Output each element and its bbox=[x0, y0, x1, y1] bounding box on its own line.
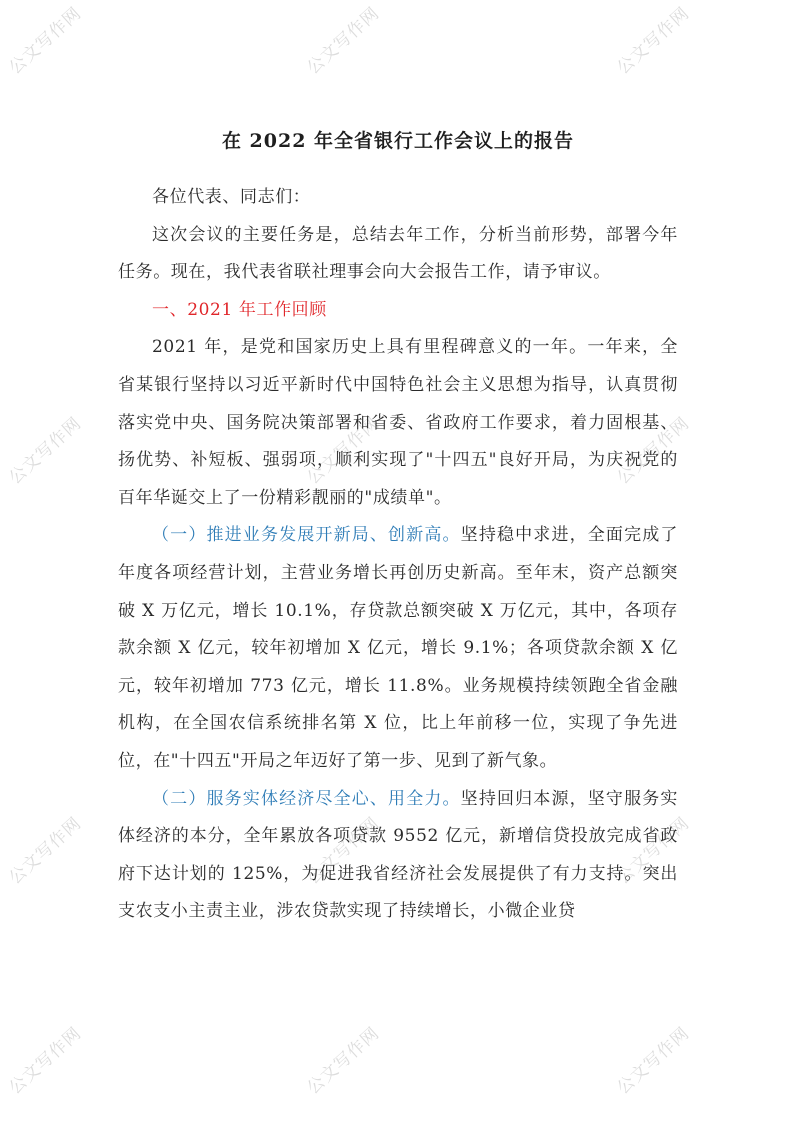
watermark: 公文写作网 bbox=[613, 1023, 694, 1099]
subsection-body: 坚持回归本源，坚守服务实体经济的本分，全年累放各项贷款 9552 亿元，新增信贷投放完成省政府下达计划的 125%，为促进我省经济社会发展提供了有力支持。突出支农支小主责主业，涉农贷款实现了持续增长，小微企业贷 bbox=[118, 788, 678, 922]
watermark: 公文写作网 bbox=[5, 813, 86, 889]
subsection-body: 坚持稳中求进，全面完成了年度各项经营计划，主营业务增长再创历史新高。至年末，资产总额突破 X 万亿元，增长 10.1%，存贷款总额突破 X 万亿元，其中，各项存款余额 X 亿元，较年初增加 X 亿元，增长 9.1%；各项贷款余额 X 亿元，较年初增加 773 亿元，增长 11.8%。业务规模持续领跑全省金融机构，在全国农信系统排名第 X 位，比上年前移一位，实现了争先进位，在"十四五"开局之年迈好了第一步、见到了新气象。 bbox=[118, 525, 678, 771]
watermark: 公文写作网 bbox=[613, 813, 694, 889]
subsection-heading: （二）服务实体经济尽全心、用全力。 bbox=[152, 788, 461, 809]
watermark: 公文写作网 bbox=[303, 3, 384, 79]
subsection-heading: （一）推进业务发展开新局、创新高。 bbox=[152, 525, 461, 546]
intro-paragraph: 这次会议的主要任务是，总结去年工作，分析当前形势，部署今年任务。现在，我代表省联社理事会向大会报告工作，请予审议。 bbox=[118, 224, 678, 283]
watermark: 公文写作网 bbox=[613, 413, 694, 489]
salutation: 各位代表、同志们： bbox=[152, 187, 311, 207]
watermark: 公文写作网 bbox=[5, 413, 86, 489]
watermark: 公文写作网 bbox=[303, 1023, 384, 1099]
section-paragraph: 2021 年，是党和国家历史上具有里程碑意义的一年。一年来，全省某银行坚持以习近平新时代中国特色社会主义思想为指导，认真贯彻落实党中央、国务院决策部署和省委、省政府工作要求，着力固根基、扬优势、补短板、强弱项，顺利实现了"十四五"良好开局，为庆祝党的百年华诞交上了一份精彩靓丽的"成绩单"。 bbox=[118, 337, 678, 508]
document-title: 在 2022 年全省银行工作会议上的报告 bbox=[221, 130, 575, 152]
watermark: 公文写作网 bbox=[613, 3, 694, 79]
subsection-paragraph bbox=[118, 517, 678, 780]
section-heading: 一、2021 年工作回顾 bbox=[152, 299, 327, 320]
watermark: 公文写作网 bbox=[303, 413, 384, 489]
watermark: 公文写作网 bbox=[5, 3, 86, 79]
watermark: 公文写作网 bbox=[303, 813, 384, 889]
watermark: 公文写作网 bbox=[5, 1023, 86, 1099]
document-page bbox=[118, 125, 678, 931]
subsection-paragraph bbox=[118, 781, 678, 931]
